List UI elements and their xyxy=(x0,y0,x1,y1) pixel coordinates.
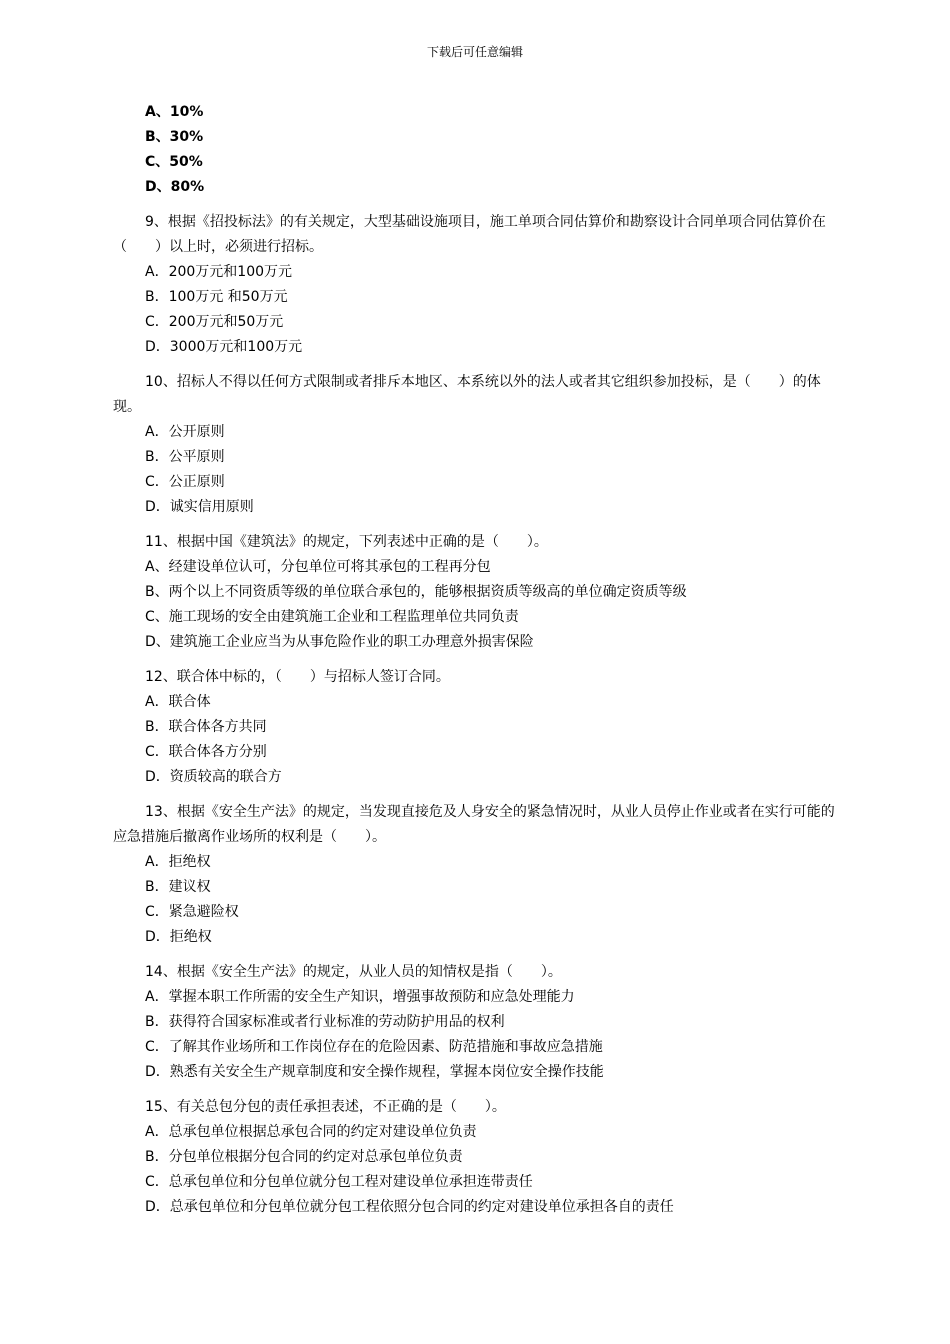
option-c: C．200万元和50万元 xyxy=(145,314,284,330)
option-a: A、经建设单位认可，分包单位可将其承包的工程再分包 xyxy=(145,559,491,575)
option-a: A、10% xyxy=(145,104,204,120)
option-b: B．公平原则 xyxy=(145,449,225,465)
question-14 xyxy=(113,960,843,1085)
option-c: C、50% xyxy=(145,154,203,170)
option-c: C．公正原则 xyxy=(145,474,225,490)
option-c: C．了解其作业场所和工作岗位存在的危险因素、防范措施和事故应急措施 xyxy=(145,1039,603,1055)
option-d: D、建筑施工企业应当为从事危险作业的职工办理意外损害保险 xyxy=(145,634,534,650)
option-b: B、30% xyxy=(145,129,204,145)
option-b: B．获得符合国家标准或者行业标准的劳动防护用品的权利 xyxy=(145,1014,505,1030)
option-d: D、80% xyxy=(145,179,205,195)
option-d: D．诚实信用原则 xyxy=(145,499,254,515)
question-15 xyxy=(113,1095,843,1220)
previous-question-options xyxy=(113,100,843,200)
option-c: C．总承包单位和分包单位就分包工程对建设单位承担连带责任 xyxy=(145,1174,533,1190)
question-12 xyxy=(113,665,843,790)
option-a: A．公开原则 xyxy=(145,424,225,440)
option-a: A．联合体 xyxy=(145,694,211,710)
option-a: A．掌握本职工作所需的安全生产知识，增强事故预防和应急处理能力 xyxy=(145,989,575,1005)
option-b: B．分包单位根据分包合同的约定对总承包单位负责 xyxy=(145,1149,463,1165)
option-b: B．100万元 和50万元 xyxy=(145,289,288,305)
question-stem: 11、根据中国《建筑法》的规定，下列表述中正确的是（ ）。 xyxy=(145,534,548,550)
question-stem: 10、招标人不得以任何方式限制或者排斥本地区、本系统以外的法人或者其它组织参加投标，是（ ）的体现。 xyxy=(113,374,821,415)
option-c: C、施工现场的安全由建筑施工企业和工程监理单位共同负责 xyxy=(145,609,519,625)
option-a: A．200万元和100万元 xyxy=(145,264,293,280)
question-9 xyxy=(113,210,843,360)
option-c: C．紧急避险权 xyxy=(145,904,239,920)
option-b: B．建议权 xyxy=(145,879,211,895)
question-stem: 9、根据《招投标法》的有关规定，大型基础设施项目，施工单项合同估算价和勘察设计合同单项合同估算价在（ ）以上时，必须进行招标。 xyxy=(113,214,826,255)
option-c: C．联合体各方分别 xyxy=(145,744,267,760)
option-d: D．拒绝权 xyxy=(145,929,212,945)
question-10 xyxy=(113,370,843,520)
question-stem: 13、根据《安全生产法》的规定，当发现直接危及人身安全的紧急情况时，从业人员停止作业或者在实行可能的应急措施后撤离作业场所的权利是（ ）。 xyxy=(113,804,835,845)
option-a: A．总承包单位根据总承包合同的约定对建设单位负责 xyxy=(145,1124,477,1140)
question-stem: 14、根据《安全生产法》的规定，从业人员的知情权是指（ ）。 xyxy=(145,964,562,980)
page-header: 下载后可任意编辑 xyxy=(426,45,523,59)
question-stem: 12、联合体中标的，（ ）与招标人签订合同。 xyxy=(145,669,450,685)
option-a: A．拒绝权 xyxy=(145,854,211,870)
option-d: D．3000万元和100万元 xyxy=(145,339,303,355)
option-b: B、两个以上不同资质等级的单位联合承包的，能够根据资质等级高的单位确定资质等级 xyxy=(145,584,687,600)
option-d: D．总承包单位和分包单位就分包工程依照分包合同的约定对建设单位承担各自的责任 xyxy=(145,1199,674,1215)
option-b: B．联合体各方共同 xyxy=(145,719,267,735)
question-stem: 15、有关总包分包的责任承担表述，不正确的是（ ）。 xyxy=(145,1099,506,1115)
question-13 xyxy=(113,800,843,950)
option-d: D．熟悉有关安全生产规章制度和安全操作规程，掌握本岗位安全操作技能 xyxy=(145,1064,604,1080)
question-11 xyxy=(113,530,843,655)
option-d: D．资质较高的联合方 xyxy=(145,769,282,785)
question-list xyxy=(113,100,843,1220)
